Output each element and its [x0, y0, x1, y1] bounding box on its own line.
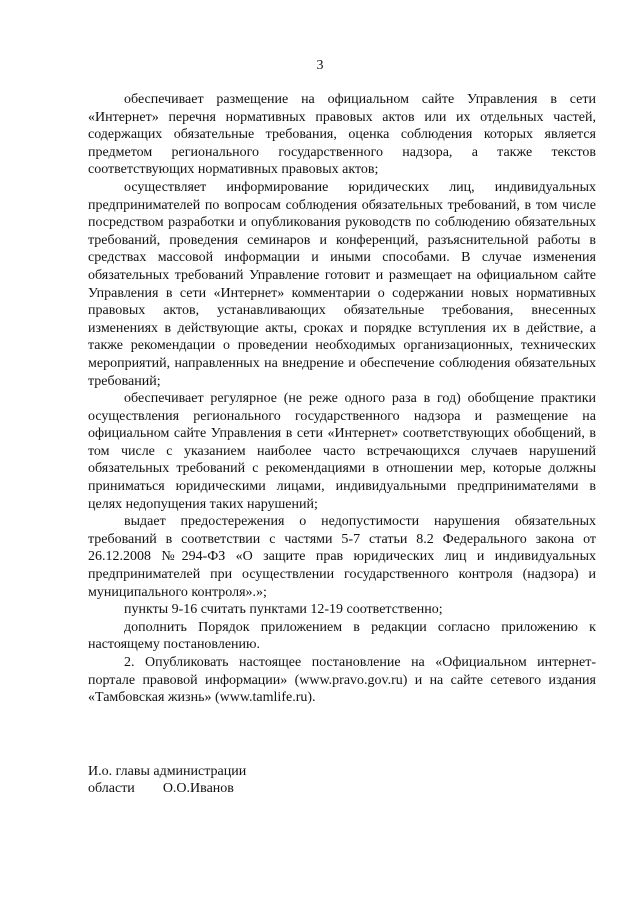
paragraph-renumbering: пункты 9-16 считать пунктами 12-19 соответственно; — [124, 602, 443, 618]
signatory-position: И.о. главы администрации — [88, 764, 247, 779]
document-body — [88, 91, 596, 707]
signature-block — [88, 763, 246, 797]
paragraph-website-publication: обеспечивает размещение на официальном сайте Управления в сети «Интернет» перечня нормативных правовых актов или их отдельных частей, содержащих обязательные требования, оценка соблюдения которых является предметом регионального государственного надзора, а также текстов соответствующих нормативных правовых актов; — [88, 92, 596, 178]
signatory-line — [88, 780, 246, 797]
paragraph-appendix: дополнить Порядок приложением в редакции согласно приложению к настоящему постановлению. — [88, 619, 596, 653]
paragraph-generalization: обеспечивает регулярное (не реже одного раза в год) обобщение практики осуществления регионального государственного надзора и размещение на официальном сайте Управления в сети «Интернет» соответствующих обобщений, в том числе с указанием наиболее часто встречающихся случаев нарушений обязательных требований с рекомендациями в отношении мер, которые должны приниматься юридическими лицами, индивидуальными предпринимателями в целях недопущения таких нарушений; — [88, 391, 596, 512]
page-number: 3 — [316, 58, 324, 73]
paragraph-publish: 2. Опубликовать настоящее постановление на «Официальном интернет-портале правовой информации» (www.pravo.gov.ru) и на сайте сетевого издания «Тамбовская жизнь» (www.tamlife.ru). — [88, 655, 596, 706]
paragraph-informing: осуществляет информирование юридических лиц, индивидуальных предпринимателей по вопросам соблюдения обязательных требований, в том числе посредством разработки и опубликования руководств по соблюдению обязательных требований, проведения семинаров и конференций, разъяснительной работы в средствах массовой информации и иными способами. В случае изменения обязательных требований Управление готовит и размещает на официальном сайте Управления в сети «Интернет» комментарии о содержании новых нормативных правовых актов, устанавливающих обязательные требования, внесенных изменениях в действующие акты, сроках и порядке вступления их в действие, а также рекомендации о проведении необходимых организационных, технических мероприятий, направленных на внедрение и обеспечение соблюдения обязательных требований; — [88, 179, 596, 389]
signatory-name: О.О.Иванов — [162, 781, 234, 796]
signatory-position-region: области — [88, 781, 135, 796]
paragraph-warnings: выдает предостережения о недопустимости нарушения обязательных требований в соответствии с частями 5-7 статьи 8.2 Федерального закона от 26.12.2008 №294-ФЗ «О защите прав юридических лиц и индивидуальных предпринимателей при осуществлении государственного контроля (надзора) и муниципального контроля».»; — [88, 514, 596, 600]
